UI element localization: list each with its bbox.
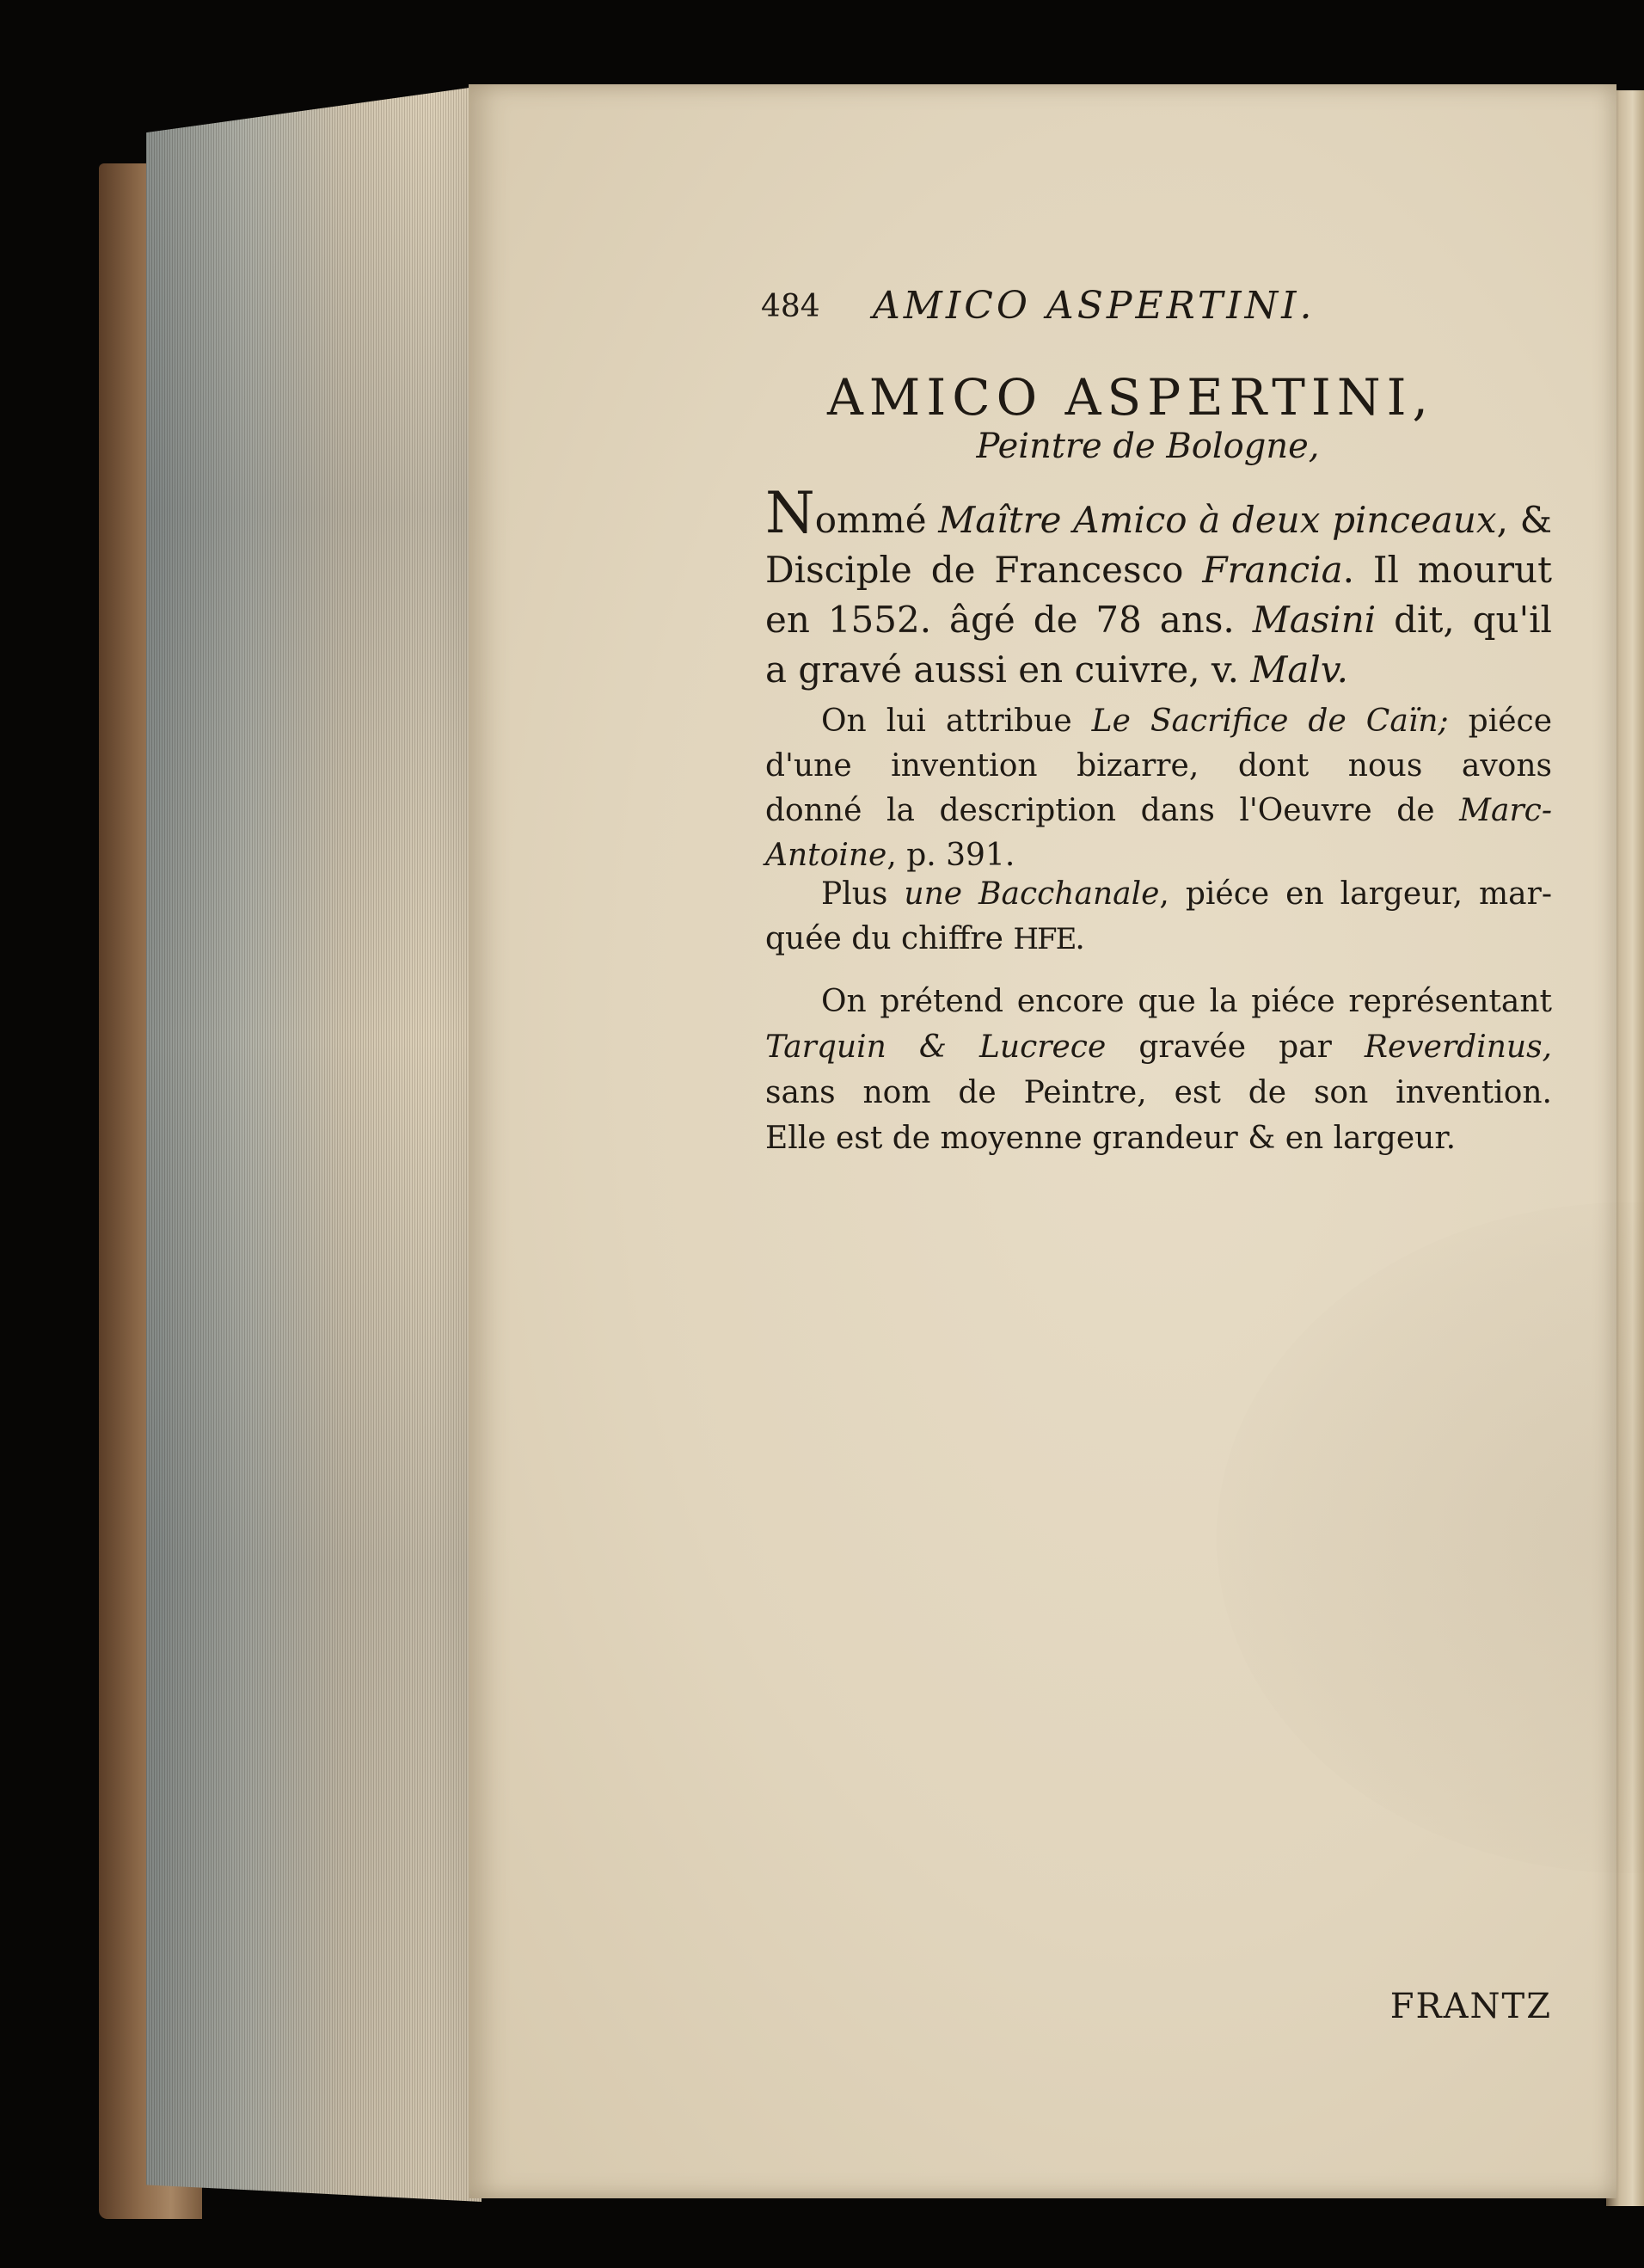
- text-line: Tarquin & Lucrece gravée par Reverdinus,: [765, 1030, 1552, 1065]
- text-line: en 1552. âgé de 78 ans. Masini dit, qu'il: [765, 599, 1552, 641]
- running-head: [761, 284, 1500, 341]
- text-line: Antoine, p. 391.: [765, 838, 1015, 873]
- text-line: Nommé Maître Amico à deux pinceaux, &: [765, 480, 1552, 546]
- text-line: sans nom de Peintre, est de son invention.: [765, 1075, 1552, 1110]
- monogram-hfe: HFE: [1013, 922, 1076, 956]
- text-line: d'une invention bizarre, dont nous avons: [765, 748, 1552, 784]
- article-title: AMICO ASPERTINI,: [827, 368, 1434, 427]
- book-page: [469, 84, 1616, 2198]
- paragraph-tarquin-lucrece: [765, 979, 1552, 1161]
- text-line: On prétend encore que la piéce représentant: [821, 984, 1552, 1019]
- text-line: Elle est de moyenne grandeur & en largeur.: [765, 1121, 1457, 1156]
- text-line: Plus une Bacchanale, piéce en largeur, mar-: [821, 876, 1552, 912]
- article-subtitle: Peintre de Bologne,: [976, 427, 1320, 466]
- page-number: 484: [761, 289, 820, 324]
- page-stack-shading: [146, 86, 482, 2202]
- catchword: FRANTZ: [1389, 1987, 1552, 2026]
- paragraph-sacrifice-cain: [765, 699, 1552, 878]
- text-line: On lui attribue Le Sacrifice de Caïn; piéce: [821, 704, 1552, 739]
- running-head-title: AMICO ASPERTINI.: [873, 284, 1316, 328]
- page-text: [469, 84, 1616, 2198]
- text-line: a gravé aussi en cuivre, v. Malv.: [765, 648, 1348, 691]
- text-line: donné la description dans l'Oeuvre de Marc-: [765, 793, 1552, 828]
- text-line: quée du chiffre HFE.: [765, 921, 1085, 956]
- paragraph-bacchanale: [765, 872, 1552, 962]
- text-line: Disciple de Francesco Francia. Il mourut: [765, 549, 1552, 591]
- paragraph-biography: [765, 480, 1552, 695]
